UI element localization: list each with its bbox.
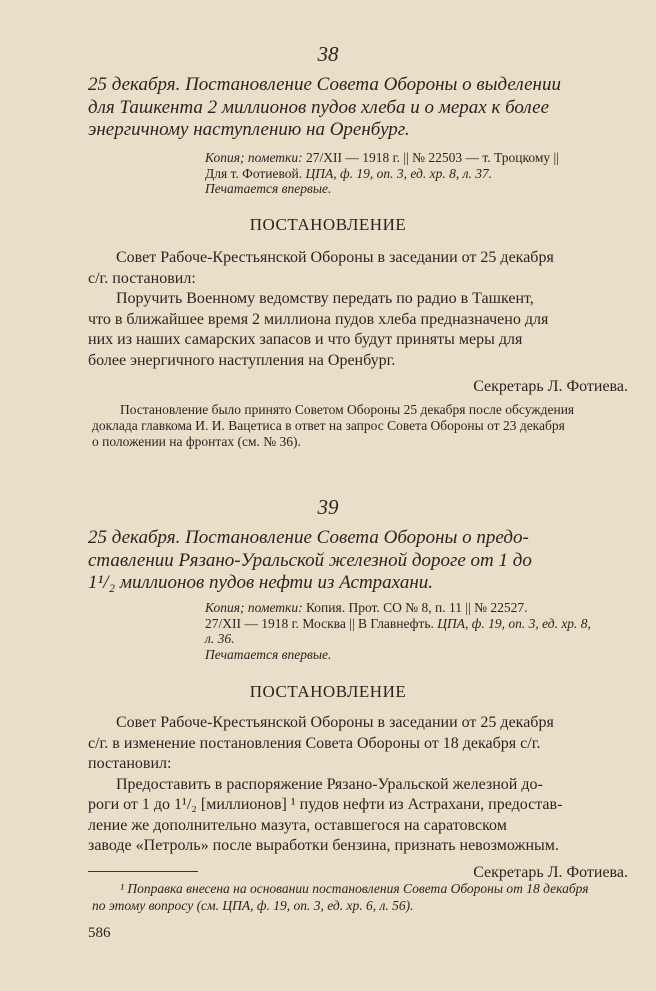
title-line: 25 декабря. Постановление Совета Обороны о выделении	[88, 74, 561, 95]
section-heading-39: ПОСТАНОВЛЕНИЕ	[249, 682, 407, 701]
body-line: ление же дополнительно мазута, оставшегося на саратовском	[88, 816, 507, 834]
printed-first-note: Печатается впервые.	[205, 646, 332, 662]
note-line: о положении на фронтах (см. № 36).	[92, 434, 301, 449]
body-line: роги от 1 до 1¹/₂ [миллионов] ¹ пудов нефти из Астрахани, предостав-	[88, 796, 563, 813]
document-title-39	[88, 527, 628, 595]
document-body-39	[88, 713, 628, 883]
body-line: Совет Рабоче-Крестьянской Обороны в заседании от 25 декабря	[116, 249, 554, 266]
document-number-39: 39	[317, 495, 339, 519]
meta-text: 27/XII — 1918 г. Москва || В Главнефть.	[205, 615, 438, 631]
document-number-38: 38	[317, 42, 339, 66]
body-line: Совет Рабоче-Крестьянской Обороны в заседании от 25 декабря	[116, 714, 554, 731]
meta-text: 27/XII — 1918 г. || № 22503 — т. Троцкому ||	[302, 150, 559, 165]
meta-label: Копия; пометки:	[205, 150, 303, 165]
body-line: них из наших самарских запасов и что будут приняты меры для	[88, 331, 523, 348]
footnote	[92, 880, 632, 914]
body-line: заводе «Петроль» после выработки бензина, признать невозможным.	[88, 837, 559, 854]
body-line: постановил:	[88, 755, 172, 772]
body-line: с/г. постановил:	[88, 269, 196, 287]
note-line: Постановление было принято Советом Обороны 25 декабря после обсуждения	[120, 402, 575, 417]
document-title-38	[88, 74, 628, 142]
title-line: энергичному наступлению на Оренбург.	[88, 119, 410, 140]
body-line: более энергичного наступления на Оренбург.	[88, 351, 396, 369]
body-line: Поручить Военному ведомству передать по радио в Ташкент,	[116, 290, 534, 307]
footnote-divider	[88, 871, 198, 872]
editorial-note-38	[92, 402, 628, 450]
meta-archive: л. 36.	[205, 631, 235, 646]
printed-first-note: Печатается впервые.	[205, 181, 332, 196]
signature: Секретарь Л. Фотиева.	[473, 378, 628, 395]
meta-archive: ЦПА, ф. 19, оп. 3, ед. хр. 8, л. 37.	[305, 165, 493, 181]
title-line: ставлении Рязано-Уральской железной дороге от 1 до	[88, 549, 532, 571]
footnote-line: ¹ Поправка внесена на основании постановления Совета Обороны от 18 декабря	[120, 881, 589, 896]
body-line: что в ближайшее время 2 миллиона пудов хлеба предназначено для	[88, 310, 549, 328]
title-line: 25 декабря. Постановление Совета Обороны о предо-	[88, 527, 529, 548]
meta-archive: ЦПА, ф. 19, оп. 3, ед. хр. 8,	[437, 615, 591, 631]
page-number: 586	[88, 925, 111, 941]
title-line: для Ташкента 2 миллионов пудов хлеба и о мерах к более	[88, 96, 550, 118]
meta-label: Копия; пометки:	[205, 600, 303, 615]
body-line: с/г. в изменение постановления Совета Обороны от 18 декабря с/г.	[88, 734, 541, 752]
meta-text: Копия. Прот. СО № 8, п. 11 || № 22527.	[302, 600, 528, 615]
archival-metadata-39	[205, 600, 629, 662]
meta-text: Для т. Фотиевой.	[205, 165, 306, 181]
signature: Секретарь Л. Фотиева.	[473, 863, 628, 881]
title-line: 1¹/₂ миллионов пудов нефти из Астрахани.	[88, 572, 434, 593]
document-body-38	[88, 248, 628, 398]
footnote-line: по этому вопросу (см. ЦПА, ф. 19, оп. 3, ед. хр. 6, л. 56).	[92, 898, 414, 913]
section-heading-38: ПОСТАНОВЛЕНИЕ	[249, 215, 407, 234]
body-line: Предоставить в распоряжение Рязано-Уральской железной до-	[116, 775, 543, 793]
note-line: доклада главкома И. И. Вацетиса в ответ на запрос Совета Обороны от 23 декабря	[92, 418, 565, 433]
archival-metadata-38	[205, 150, 629, 197]
